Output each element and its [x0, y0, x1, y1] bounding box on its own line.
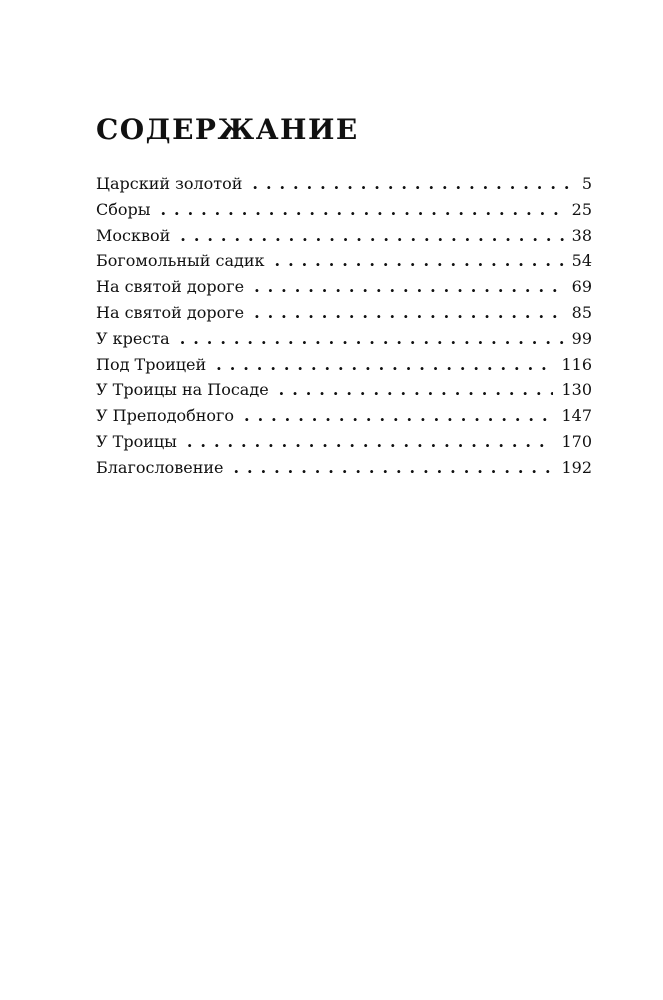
toc-entry [96, 429, 592, 455]
toc-entry [96, 352, 592, 378]
dot-leader [254, 300, 564, 326]
toc-entry [96, 223, 592, 249]
toc-entry-page: 69 [571, 277, 592, 297]
toc-entry [96, 377, 592, 403]
table-of-contents [96, 171, 592, 481]
dot-leader [244, 403, 553, 429]
toc-entry-page: 85 [571, 302, 592, 322]
toc-entry-title: Богомольный садик [96, 251, 265, 271]
toc-entry-page: 25 [571, 199, 592, 219]
toc-entry-page: 5 [581, 174, 592, 193]
toc-entry [96, 171, 592, 197]
toc-entry-title: У креста [96, 328, 170, 348]
toc-entry-title: Царский золотой [96, 174, 243, 193]
dot-leader [279, 377, 554, 403]
dot-leader [187, 429, 554, 455]
toc-entry [96, 455, 592, 481]
dot-leader [252, 171, 573, 197]
toc-entry-page: 170 [561, 431, 592, 451]
toc-entry [96, 248, 592, 274]
dot-leader [254, 274, 564, 300]
toc-entry-title: У Троицы на Посаде [96, 380, 269, 400]
toc-entry [96, 326, 592, 352]
toc-entry-page: 116 [561, 354, 592, 374]
toc-entry [96, 300, 592, 326]
toc-entry-page: 54 [571, 251, 592, 271]
toc-entry-title: Благословение [96, 457, 224, 477]
page-title: СОДЕРЖАНИЕ [96, 113, 359, 146]
dot-leader [180, 223, 563, 249]
toc-entry-page: 147 [561, 406, 592, 426]
dot-leader [160, 197, 563, 223]
toc-entry-page: 38 [571, 225, 592, 245]
toc-entry-page: 130 [561, 380, 592, 400]
dot-leader [234, 455, 554, 481]
toc-entry [96, 197, 592, 223]
toc-entry [96, 274, 592, 300]
toc-entry [96, 403, 592, 429]
toc-entry-title: На святой дороге [96, 302, 245, 322]
toc-entry-title: Сборы [96, 199, 151, 219]
toc-entry-page: 192 [561, 457, 592, 477]
toc-entry-title: У Троицы [96, 431, 177, 451]
toc-entry-title: У Преподобного [96, 406, 235, 426]
dot-leader [275, 248, 564, 274]
toc-entry-title: Москвой [96, 225, 171, 245]
toc-entry-title: На святой дороге [96, 277, 245, 297]
dot-leader [180, 326, 564, 352]
dot-leader [216, 352, 553, 378]
toc-entry-page: 99 [571, 328, 592, 348]
toc-entry-title: Под Троицей [96, 354, 207, 374]
